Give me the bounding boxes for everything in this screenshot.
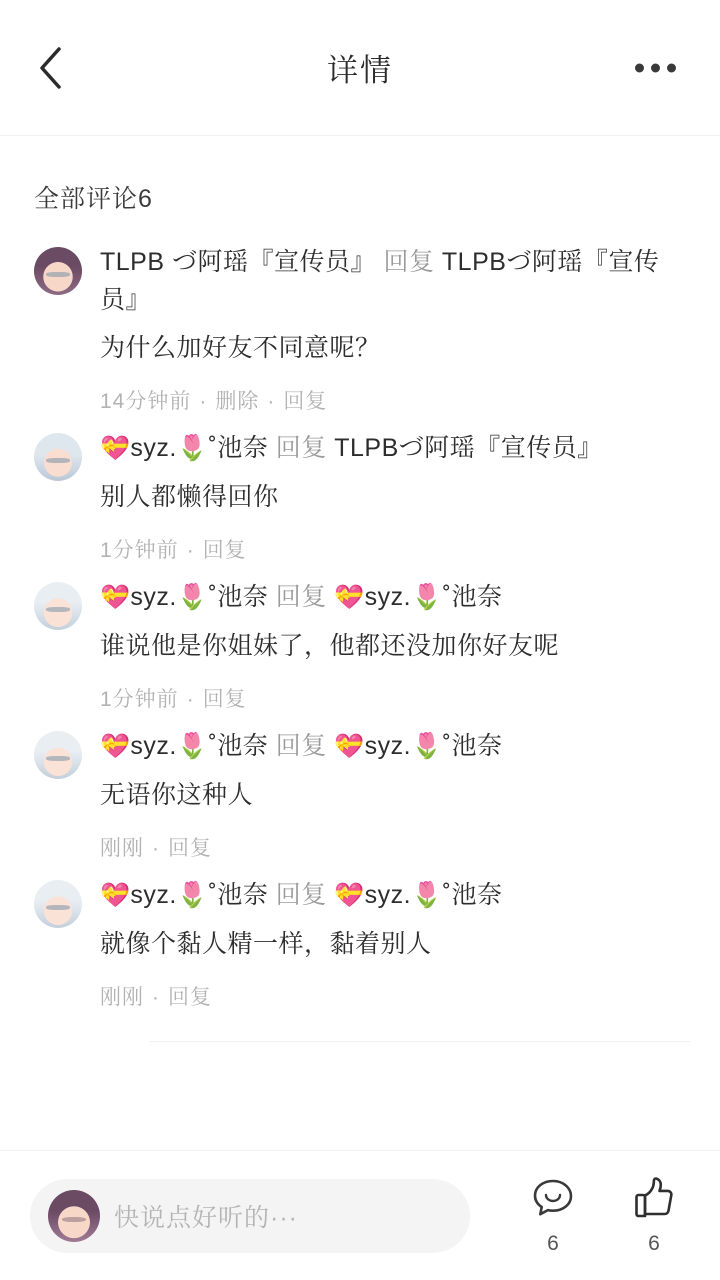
comment-time: 1分钟前	[100, 539, 179, 562]
comment-item[interactable]	[0, 419, 720, 568]
comment-input-placeholder: 快说点好听的···	[114, 1203, 298, 1232]
comment-meta: 14分钟前 · 删除 · 回复	[100, 390, 328, 413]
comment-reply-action[interactable]: 回复	[283, 390, 328, 413]
heart-emoji-icon: 💝	[334, 584, 365, 611]
comment-header-line	[100, 243, 690, 319]
comment-reply-target[interactable]: TLPBづ阿瑶『宣传员』	[100, 248, 660, 314]
back-button[interactable]	[28, 46, 72, 90]
comment-count-button[interactable]	[530, 1175, 576, 1256]
comment-meta: 刚刚 · 回复	[100, 837, 212, 860]
comments-section-title: 全部评论6	[34, 185, 153, 213]
heart-emoji-icon: 💝	[100, 882, 131, 909]
comment-header-line	[100, 578, 690, 617]
comment-author[interactable]: syz.🌷˚池奈	[130, 583, 269, 611]
like-button[interactable]	[632, 1175, 676, 1256]
comment-reply-target[interactable]: TLPBづ阿瑶『宣传员』	[334, 434, 603, 462]
comment-text: 别人都懒得回你	[100, 483, 279, 511]
reply-word: 回复	[275, 583, 327, 611]
comment-meta: 刚刚 · 回复	[100, 986, 212, 1009]
heart-emoji-icon: 💝	[334, 882, 365, 909]
reply-word: 回复	[275, 434, 327, 462]
comment-author[interactable]: TLPB づ阿瑶『宣传员』	[100, 248, 376, 276]
heart-emoji-icon: 💝	[100, 435, 131, 462]
comment-reply-action[interactable]: 回复	[168, 986, 212, 1009]
comment-text: 就像个黏人精一样，黏着别人	[100, 930, 432, 958]
comments-scroll-area[interactable]	[0, 137, 720, 1150]
avatar	[48, 1190, 100, 1242]
comment-text: 无语你这种人	[100, 781, 254, 809]
reply-word: 回复	[275, 732, 327, 760]
comment-header-line	[100, 876, 690, 915]
app-header	[0, 0, 720, 136]
thumbs-up-icon	[632, 1175, 676, 1226]
reply-word: 回复	[383, 248, 435, 276]
comment-author[interactable]: syz.🌷˚池奈	[130, 434, 269, 462]
avatar[interactable]	[34, 433, 82, 481]
comment-time: 14分钟前	[100, 390, 192, 413]
comment-time: 刚刚	[100, 837, 144, 860]
comment-header-line	[100, 727, 690, 766]
avatar[interactable]	[34, 880, 82, 928]
heart-emoji-icon: 💝	[334, 733, 365, 760]
comment-meta: 1分钟前 · 回复	[100, 539, 247, 562]
comment-delete-action[interactable]: 删除	[215, 390, 260, 413]
chevron-left-icon	[37, 46, 63, 90]
comment-reply-action[interactable]: 回复	[202, 688, 247, 711]
more-horizontal-icon	[635, 63, 644, 72]
comment-reply-target[interactable]: syz.🌷˚池奈	[364, 732, 503, 760]
comment-item[interactable]	[0, 233, 720, 419]
more-options-button[interactable]	[625, 53, 686, 82]
bottom-action-bar	[0, 1150, 720, 1280]
avatar[interactable]	[34, 731, 82, 779]
heart-emoji-icon: 💝	[100, 733, 131, 760]
comment-header-line	[100, 429, 690, 468]
list-divider	[150, 1041, 690, 1042]
comment-item[interactable]	[0, 866, 720, 1015]
heart-emoji-icon: 💝	[100, 584, 131, 611]
comment-text: 为什么加好友不同意呢？	[100, 334, 381, 362]
comment-reply-action[interactable]: 回复	[202, 539, 247, 562]
comment-author[interactable]: syz.🌷˚池奈	[130, 881, 269, 909]
comment-time: 1分钟前	[100, 688, 179, 711]
more-horizontal-icon	[667, 63, 676, 72]
comment-text: 谁说他是你姐妹了，他都还没加你好友呢	[100, 632, 560, 660]
comment-reply-target[interactable]: syz.🌷˚池奈	[364, 583, 503, 611]
comment-bubble-icon	[530, 1175, 576, 1226]
comment-item[interactable]	[0, 568, 720, 717]
avatar[interactable]	[34, 582, 82, 630]
like-count: 6	[648, 1232, 660, 1255]
comment-input[interactable]	[30, 1179, 470, 1253]
comment-item[interactable]	[0, 717, 720, 866]
more-horizontal-icon	[651, 63, 660, 72]
comment-meta: 1分钟前 · 回复	[100, 688, 247, 711]
comment-author[interactable]: syz.🌷˚池奈	[130, 732, 269, 760]
page-title: 详情	[327, 53, 393, 88]
comment-time: 刚刚	[100, 986, 144, 1009]
comment-count: 6	[547, 1232, 559, 1255]
avatar[interactable]	[34, 247, 82, 295]
comment-reply-action[interactable]: 回复	[168, 837, 212, 860]
comment-reply-target[interactable]: syz.🌷˚池奈	[364, 881, 503, 909]
reply-word: 回复	[275, 881, 327, 909]
